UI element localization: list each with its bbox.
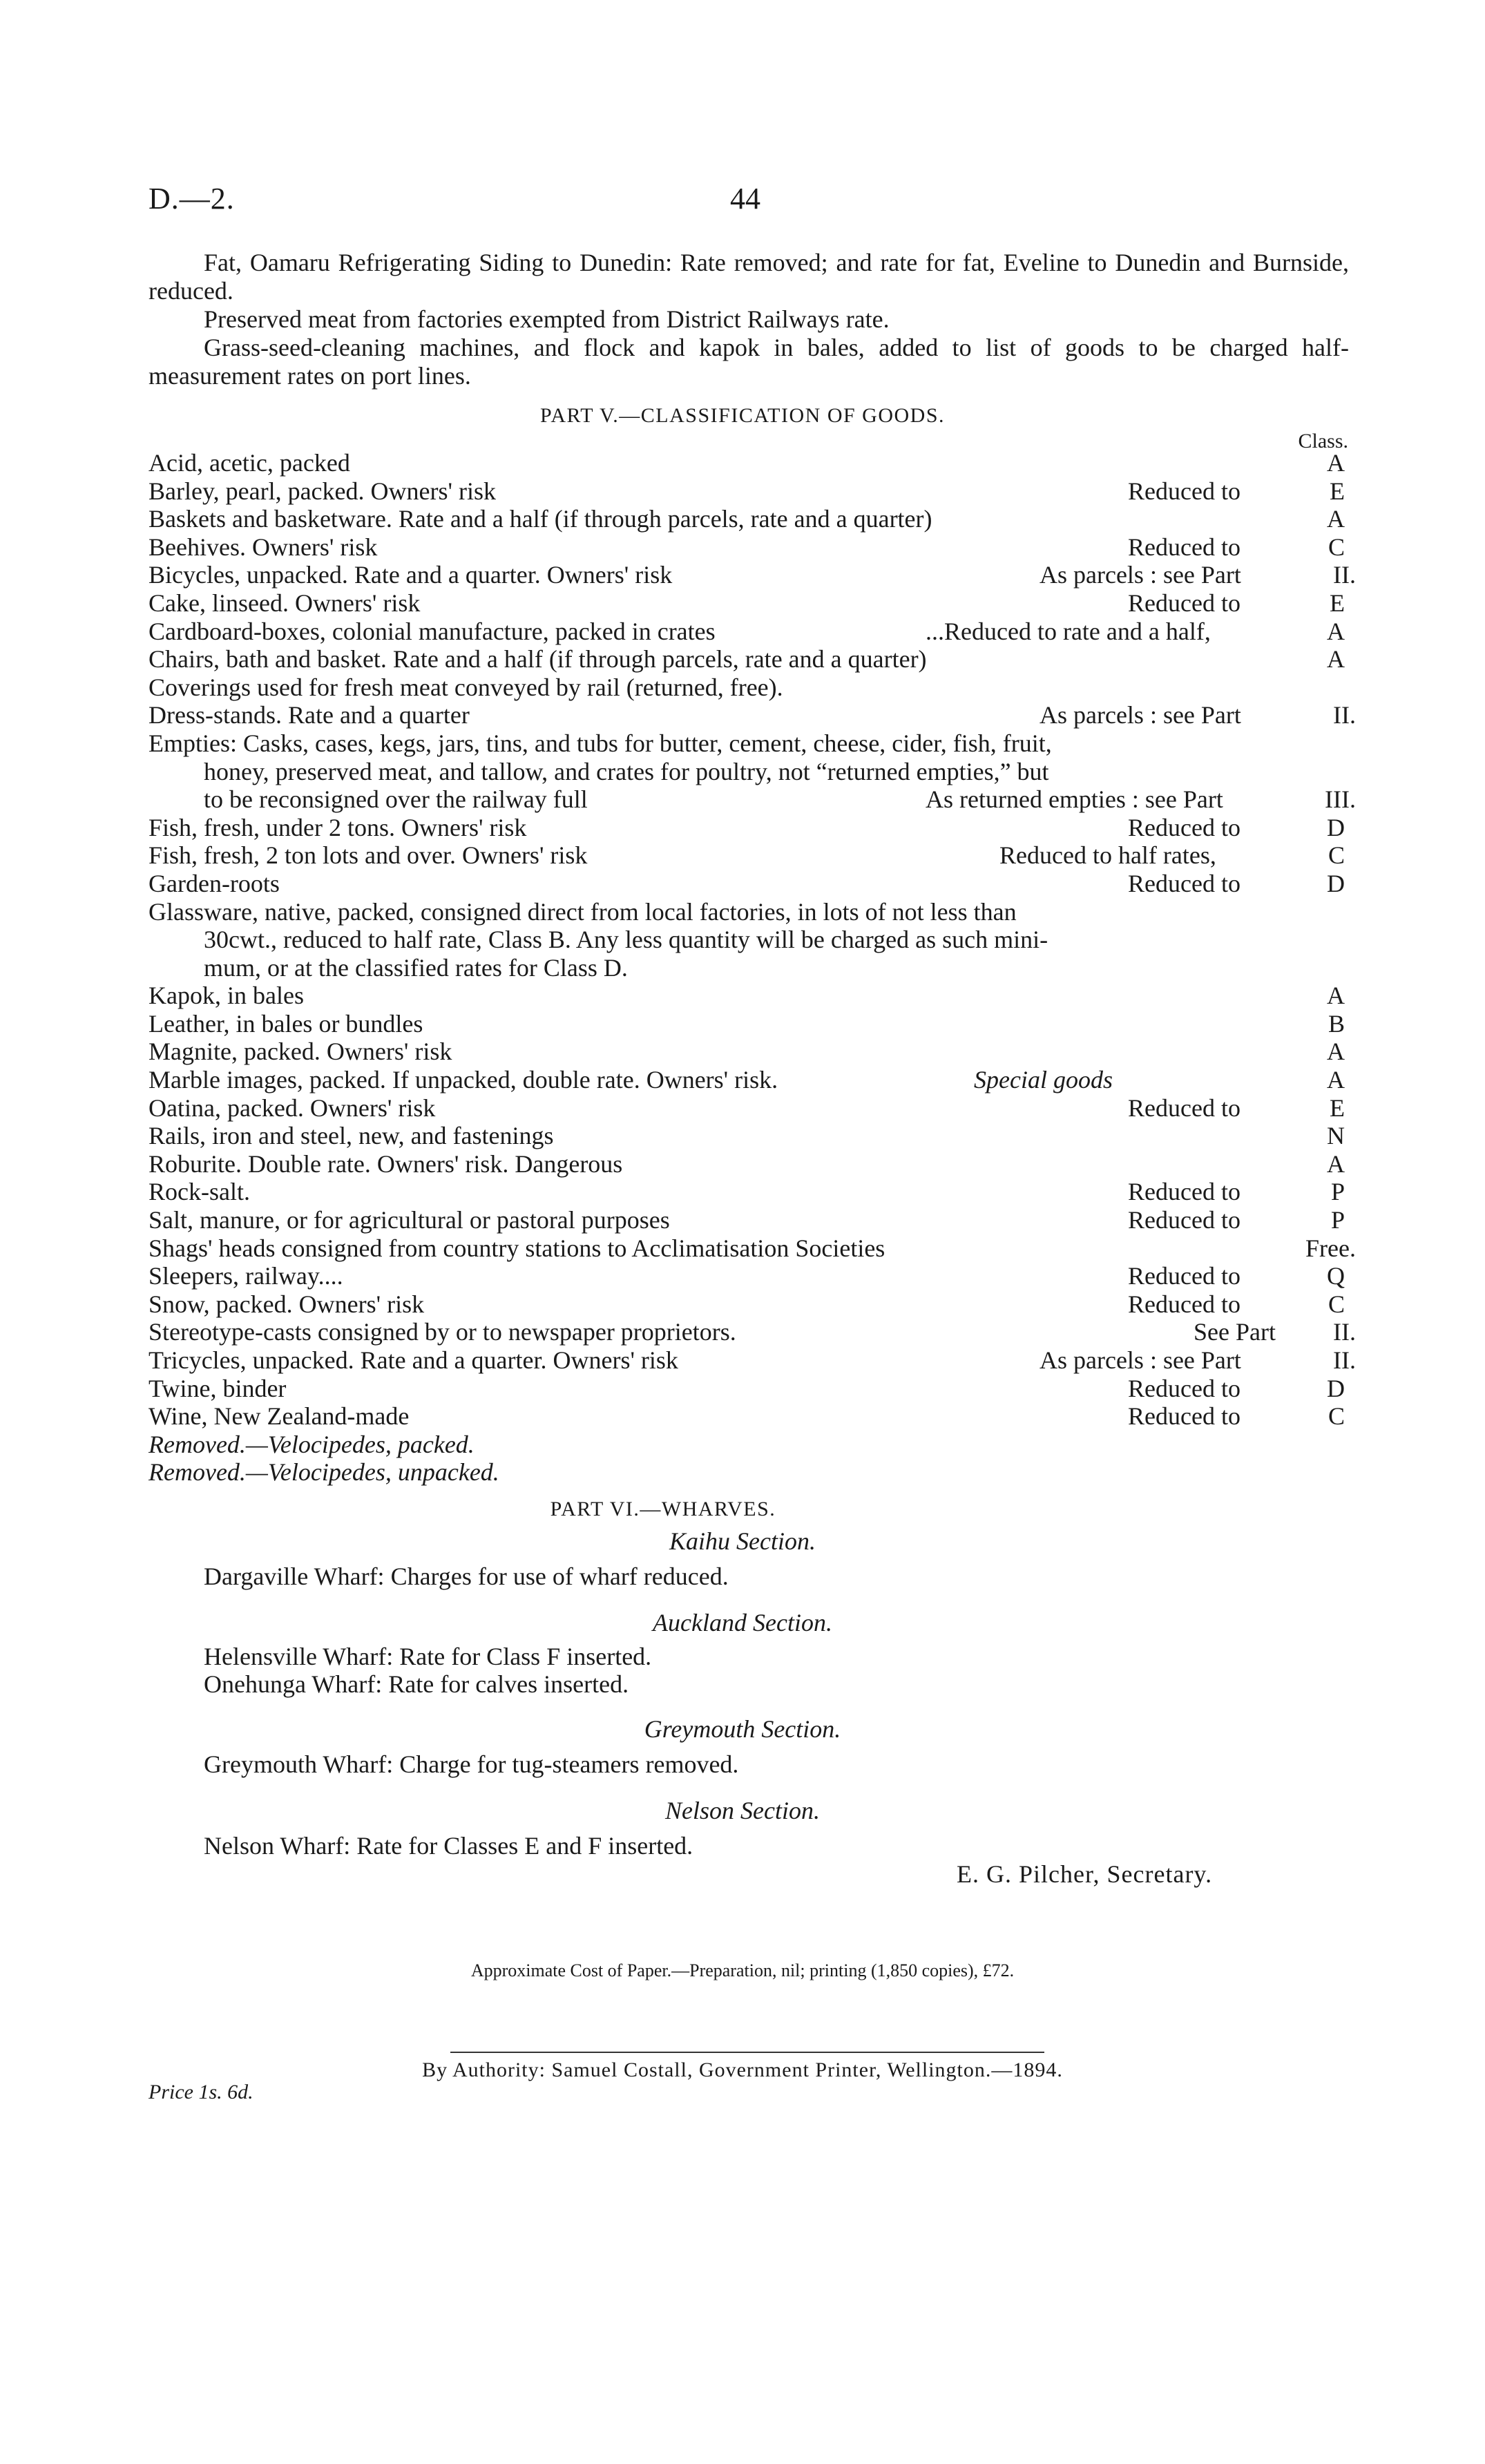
classification-row <box>148 1206 1353 1234</box>
classification-row <box>148 1458 1353 1487</box>
class-letter: Free. <box>1305 1234 1356 1262</box>
class-letter: A <box>1327 1066 1345 1094</box>
classification-row <box>148 1178 1353 1206</box>
intro-paragraph: Grass-seed-cleaning machines, and flock and kapok in bales, added to list of goods to be charged half-measurement rates on port lines. <box>148 334 1349 390</box>
class-letter: D <box>1327 813 1345 841</box>
section-heading: Kaihu Section. <box>669 1527 816 1555</box>
class-letter: E <box>1330 589 1345 617</box>
class-letter: II. <box>1333 701 1356 729</box>
signature: E. G. Pilcher, Secretary. <box>957 1860 1213 1888</box>
part6-title: PART VI.—WHARVES. <box>550 1498 776 1520</box>
classification-row <box>148 701 1356 729</box>
goods-description: Twine, binder <box>148 1374 287 1402</box>
wharf-line: Onehunga Wharf: Rate for calves inserted. <box>204 1670 629 1698</box>
classification-row <box>148 1290 1353 1319</box>
class-letter: A <box>1327 1038 1345 1066</box>
classification-row <box>148 870 1353 898</box>
class-letter: B <box>1328 1009 1345 1038</box>
wharf-line: Nelson Wharf: Rate for Classes E and F inserted. <box>204 1832 693 1860</box>
goods-description: 30cwt., reduced to half rate, Class B. Any less quantity will be charged as such mini- <box>204 926 1048 954</box>
goods-description: Empties: Casks, cases, kegs, jars, tins, and tubs for butter, cement, cheese, cider, fish, fruit, <box>148 729 1052 757</box>
class-letter: II. <box>1333 561 1356 589</box>
goods-description: Salt, manure, or for agricultural or pastoral purposes <box>148 1206 670 1234</box>
goods-description: Cake, linseed. Owners' risk <box>148 589 421 617</box>
rate-note: See Part <box>1194 1318 1276 1346</box>
classification-row <box>148 814 1353 842</box>
class-letter: A <box>1327 617 1345 645</box>
intro-notes <box>148 249 1349 390</box>
classification-row <box>148 618 1353 646</box>
goods-description: Rock-salt. <box>148 1178 250 1206</box>
rate-note: Reduced to <box>1128 1178 1240 1206</box>
classification-row <box>148 1318 1356 1346</box>
goods-description: Wine, New Zealand-made <box>148 1402 410 1431</box>
wharf-line: Greymouth Wharf: Charge for tug-steamers removed. <box>204 1750 739 1778</box>
goods-description: Baskets and basketware. Rate and a half (if through parcels, rate and a quarter) <box>148 505 932 533</box>
classification-row <box>148 1094 1353 1123</box>
class-letter: A <box>1327 645 1345 674</box>
classification-row <box>148 982 1353 1010</box>
classification-row <box>148 1262 1353 1290</box>
cost-note: Approximate Cost of Paper.—Preparation, nil; printing (1,850 copies), £72. <box>470 1960 1015 1980</box>
printer-authority: By Authority: Samuel Costall, Government Printer, Wellington.—1894. <box>422 2059 1063 2081</box>
class-letter: P <box>1330 1206 1345 1234</box>
class-letter: C <box>1328 1402 1345 1431</box>
classification-row <box>148 1010 1353 1038</box>
goods-description: Tricycles, unpacked. Rate and a quarter. Owners' risk <box>148 1346 678 1374</box>
class-letter: D <box>1327 869 1345 897</box>
goods-description: Bicycles, unpacked. Rate and a quarter. Owners' risk <box>148 561 673 589</box>
class-letter: II. <box>1333 1346 1356 1374</box>
rate-note: Reduced to <box>1128 813 1240 841</box>
rate-note: Reduced to <box>1128 869 1240 897</box>
goods-description: Kapok, in bales <box>148 982 304 1010</box>
class-letter: A <box>1327 982 1345 1010</box>
goods-description: Leather, in bales or bundles <box>148 1009 423 1038</box>
rate-note: Reduced to half rates, <box>999 841 1216 870</box>
goods-description: Chairs, bath and basket. Rate and a half (if through parcels, rate and a quarter) <box>148 645 927 674</box>
classification-row <box>148 1234 1356 1263</box>
classification-row <box>148 561 1356 589</box>
class-letter: C <box>1328 841 1345 870</box>
goods-description: Garden-roots <box>148 869 280 897</box>
classification-row <box>148 1375 1353 1403</box>
class-letter: P <box>1330 1178 1345 1206</box>
goods-description: Stereotype-casts consigned by or to newspaper proprietors. <box>148 1318 736 1346</box>
document-code: D.—2. <box>148 182 235 216</box>
goods-description: Roburite. Double rate. Owners' risk. Dangerous <box>148 1149 623 1178</box>
rate-note: Reduced to <box>1128 1093 1240 1122</box>
classification-row <box>148 1150 1353 1178</box>
goods-description: Beehives. Owners' risk <box>148 533 378 561</box>
class-column-header: Class. <box>1298 430 1348 452</box>
goods-description: honey, preserved meat, and tallow, and crates for poultry, not “returned empties,” but <box>204 757 1049 785</box>
classification-row <box>148 758 1353 786</box>
classification-row <box>148 505 1353 533</box>
classification-row <box>148 589 1353 618</box>
classification-row <box>148 1066 1353 1094</box>
classification-row <box>148 785 1356 814</box>
classification-row <box>148 926 1353 954</box>
rate-note: Reduced to <box>1128 1402 1240 1431</box>
page-number: 44 <box>730 182 760 216</box>
rate-note: As parcels : see Part <box>1040 561 1241 589</box>
goods-description: Fish, fresh, 2 ton lots and over. Owners' risk <box>148 841 588 870</box>
goods-description: Marble images, packed. If unpacked, double rate. Owners' risk. <box>148 1066 778 1094</box>
rate-note: ...Reduced to rate and a half, <box>926 617 1211 645</box>
class-letter: A <box>1327 449 1345 477</box>
class-letter: Q <box>1327 1262 1345 1290</box>
class-letter: C <box>1328 1290 1345 1318</box>
intro-paragraph: Fat, Oamaru Refrigerating Siding to Dunedin: Rate removed; and rate for fat, Eveline to Dunedin and Burnside, reduced. <box>148 249 1349 305</box>
classification-row <box>148 1122 1353 1150</box>
section-heading: Nelson Section. <box>665 1797 820 1824</box>
class-letter: A <box>1327 1149 1345 1178</box>
class-letter: N <box>1327 1122 1345 1150</box>
part5-title: PART V.—CLASSIFICATION OF GOODS. <box>539 404 946 427</box>
rate-note: As parcels : see Part <box>1040 701 1241 729</box>
rate-note: Reduced to <box>1128 589 1240 617</box>
goods-description: Oatina, packed. Owners' risk <box>148 1093 436 1122</box>
classification-row <box>148 674 1353 702</box>
wharf-line: Dargaville Wharf: Charges for use of wharf reduced. <box>204 1563 729 1590</box>
rate-note: Reduced to <box>1128 1374 1240 1402</box>
price: Price 1s. 6d. <box>148 2081 253 2103</box>
classification-row <box>148 449 1353 477</box>
classification-row <box>148 841 1353 870</box>
goods-description: Acid, acetic, packed <box>148 449 350 477</box>
divider-rule <box>450 2052 1044 2053</box>
rate-note: As returned empties : see Part <box>926 785 1223 814</box>
rate-note: As parcels : see Part <box>1040 1346 1241 1374</box>
class-letter: A <box>1327 505 1345 533</box>
classification-row <box>148 1346 1356 1375</box>
goods-description: Dress-stands. Rate and a quarter <box>148 701 470 729</box>
goods-description: Fish, fresh, under 2 tons. Owners' risk <box>148 813 527 841</box>
rate-note: Special goods <box>974 1066 1113 1094</box>
section-heading: Greymouth Section. <box>644 1715 841 1743</box>
goods-description: Barley, pearl, packed. Owners' risk <box>148 477 496 505</box>
rate-note: Reduced to <box>1128 1290 1240 1318</box>
class-letter: II. <box>1333 1318 1356 1346</box>
classification-row <box>148 729 1353 758</box>
classification-row <box>148 898 1353 926</box>
goods-description: Coverings used for fresh meat conveyed by rail (returned, free). <box>148 673 783 701</box>
classification-list <box>148 449 1356 1487</box>
goods-description: Sleepers, railway.... <box>148 1262 343 1290</box>
goods-description: mum, or at the classified rates for Class D. <box>204 953 628 982</box>
rate-note: Reduced to <box>1128 1262 1240 1290</box>
class-letter: D <box>1327 1374 1345 1402</box>
goods-description: Removed.—Velocipedes, unpacked. <box>148 1458 499 1487</box>
class-letter: E <box>1330 477 1345 505</box>
goods-description: Rails, iron and steel, new, and fastenings <box>148 1122 554 1150</box>
rate-note: Reduced to <box>1128 1206 1240 1234</box>
class-letter: E <box>1330 1093 1345 1122</box>
intro-paragraph: Preserved meat from factories exempted from District Railways rate. <box>204 305 890 333</box>
classification-row <box>148 645 1353 674</box>
goods-description: Cardboard-boxes, colonial manufacture, packed in crates <box>148 617 716 645</box>
classification-row <box>148 1038 1353 1066</box>
goods-description: Removed.—Velocipedes, packed. <box>148 1430 475 1458</box>
rate-note: Reduced to <box>1128 477 1240 505</box>
goods-description: Magnite, packed. Owners' risk <box>148 1038 452 1066</box>
class-letter: C <box>1328 533 1345 561</box>
wharf-line: Helensville Wharf: Rate for Class F inserted. <box>204 1643 652 1670</box>
classification-row <box>148 1431 1353 1459</box>
class-letter: III. <box>1325 785 1356 814</box>
goods-description: Glassware, native, packed, consigned direct from local factories, in lots of not less than <box>148 897 1017 926</box>
goods-description: Snow, packed. Owners' risk <box>148 1290 425 1318</box>
rate-note: Reduced to <box>1128 533 1240 561</box>
goods-description: to be reconsigned over the railway full <box>204 785 588 814</box>
classification-row <box>148 477 1353 506</box>
goods-description: Shags' heads consigned from country stations to Acclimatisation Societies <box>148 1234 885 1262</box>
classification-row <box>148 1402 1353 1431</box>
classification-row <box>148 533 1353 562</box>
classification-row <box>148 954 1353 982</box>
section-heading: Auckland Section. <box>653 1609 832 1636</box>
